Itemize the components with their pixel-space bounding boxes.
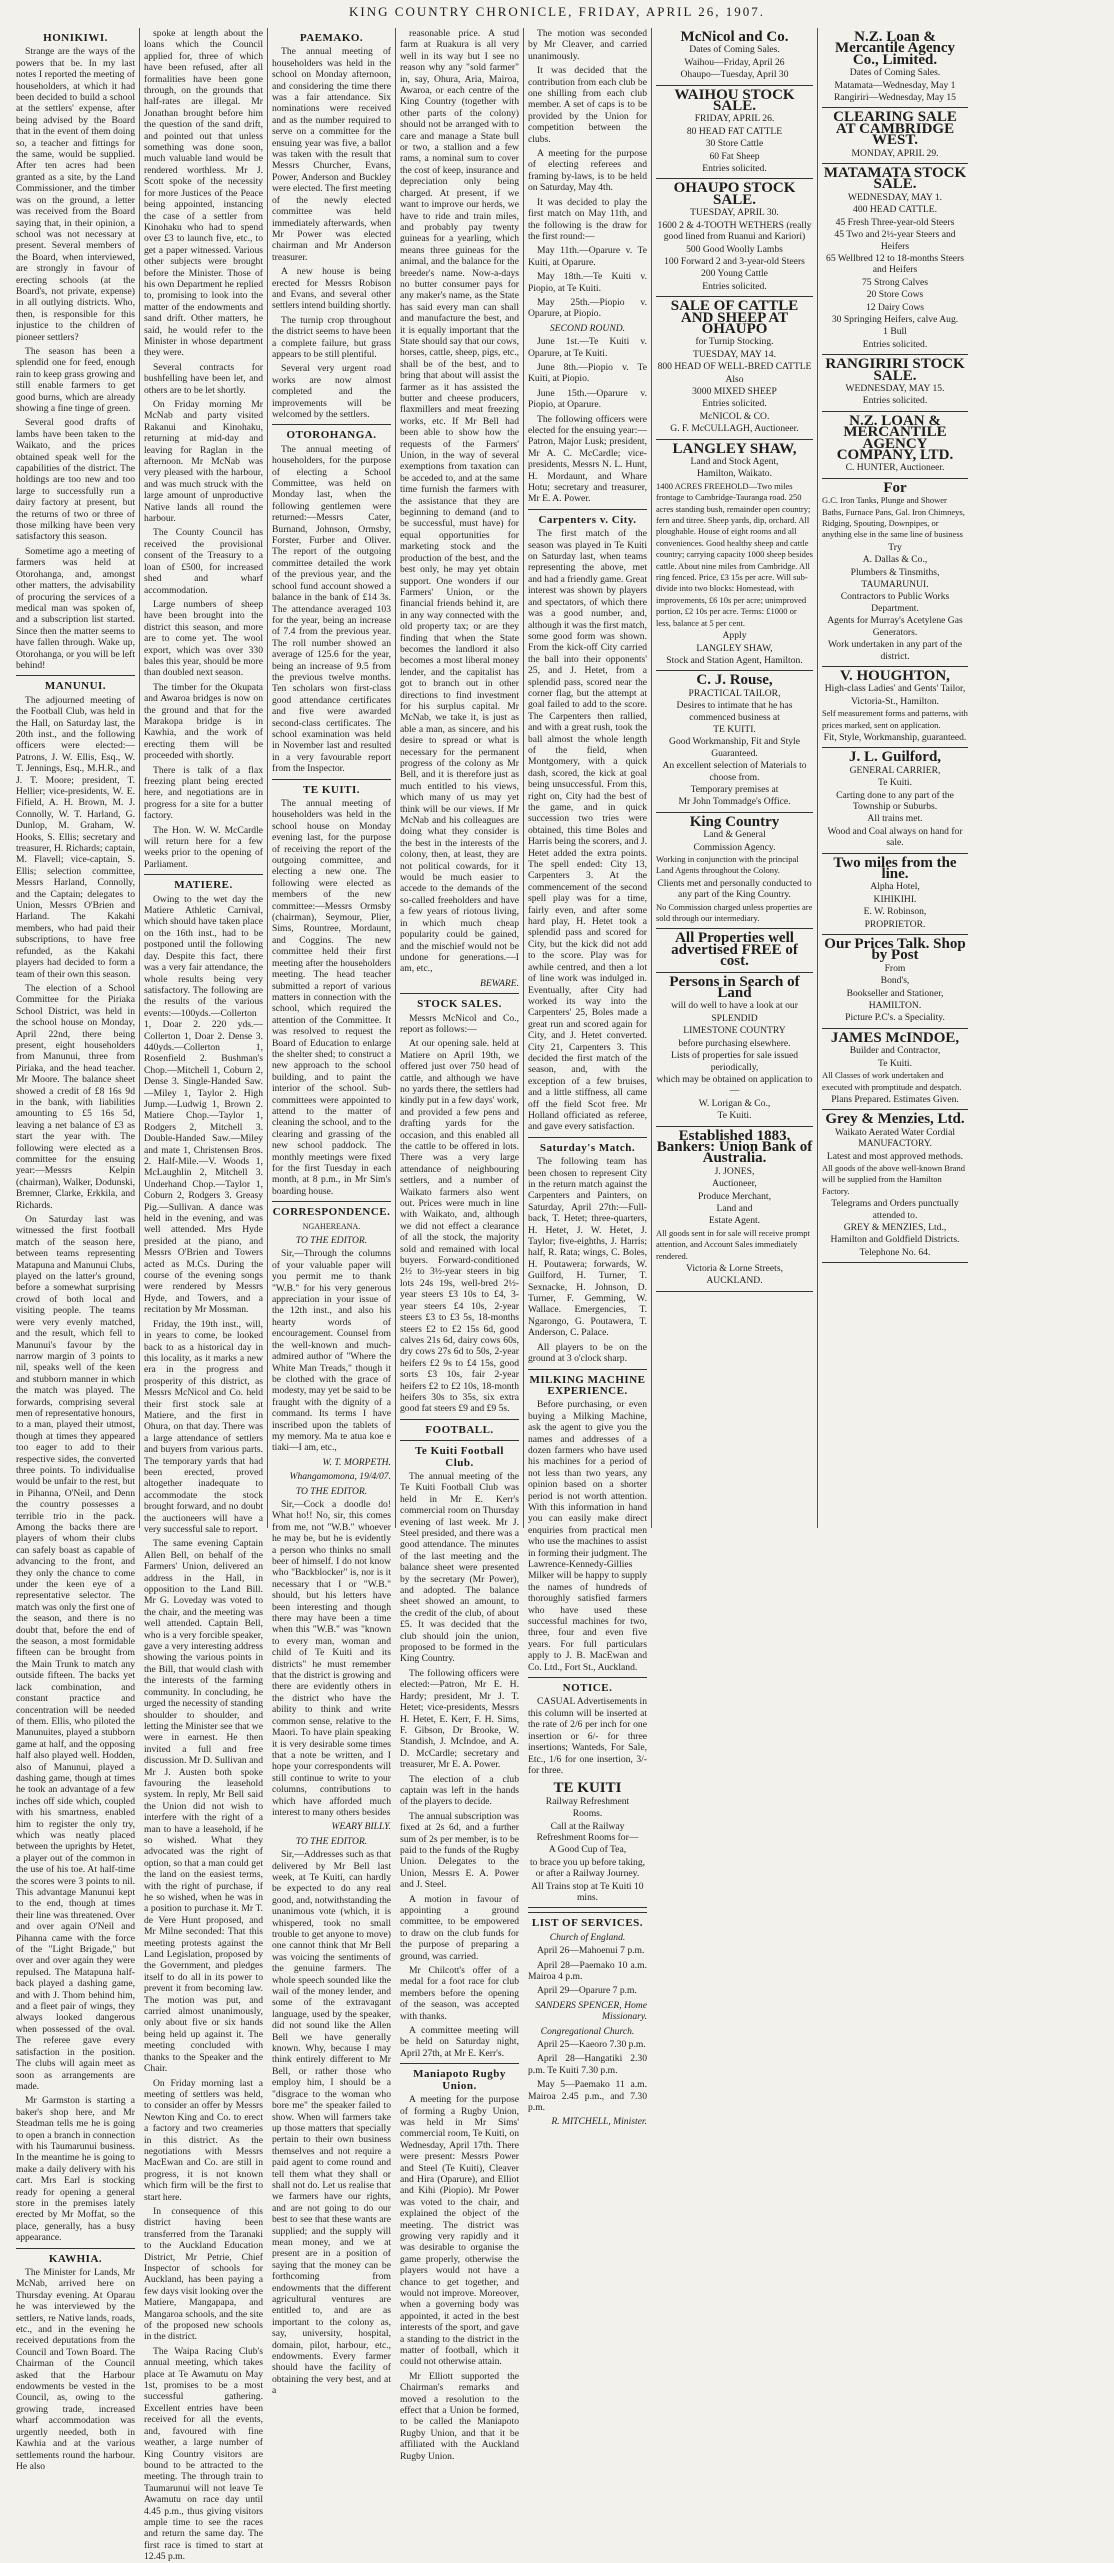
advertisement-line: TE KUITI — [553, 1780, 622, 1797]
article-paragraph: Several contracts for bushfelling have been let, and others are to be let shortly. — [144, 361, 263, 396]
subheading: Church of England. — [549, 1931, 626, 1943]
advertisement — [822, 355, 968, 412]
article-paragraph: At our opening sale. held at Matiere on April 19th, we offered just over 750 head of cattle, and although we have no yards there, the settlers had kindly put in a few days' work, and provided a few pens and drafting yards for the occasion, and this enabled all the cattle to be offered in lots. There was a very large attendance of neighbouring settlers, and a number of Waikato farmers also went out. Prices were much in line with Waikato, and, although we did not effect a clearance of all the stock, the majority sold and remained with local buyers. Forward-conditioned 2½ to 3½-year steers in big lots 24s 19s, well-bred 2½-year steers £3 10s to £4, 3-year steers £4 10s, 2-year steers £3 to £3 5s, 18-months steers £2 to £2 15s 6d, good calves 21s 6d, dairy cows 60s, dry cows 27s 6d to 50s, 2-year heifers £2 9s to £4 15s, good sorts £3 10s, fair 2-year heifers £2 to £2 10s, 18-month heifers 30s to 35s, six extra good fat steers £9 and £9 5s. — [400, 1038, 519, 1415]
advertisement — [822, 412, 968, 479]
article-heading: Maniapoto Rugby Union. — [413, 2068, 506, 2092]
advertisement-line: Lists of properties for sale issued periodically, — [670, 1050, 799, 1073]
article-paragraph: May 5—Paemako 11 a.m. Mairoa 2.45 p.m., and 7.30 p.m. — [528, 2079, 647, 2114]
advertisement-line: Dates of Coming Sales. — [689, 44, 780, 56]
advertisement — [822, 1110, 968, 1263]
article-paragraph: May 25th.—Piopio v. Oparure, at Piopio. — [528, 296, 647, 320]
article-paragraph: Owing to the wet day the Matiere Athletic Carnival, which should have taken place on the 16th inst., had to be postponed until the following day. Despite this fact, there was a very fair attendance, the whole results being very satisfactory. The following are the results of the various events:—100yds.—Collerton 1, Doar 2. 220 yds.—Collerton 1, Doar 2. Dense 3. 440yds.—Collerton 1, Rosenfield 2. Bushman's Chop.—Mitchell 1, Coburn 2, Dense 3. Single-Handed Saw.—Miley 1, Taylor 2. High Jump.—Ludwig 1, Brown 2. Matiere Chop.—Taylor 1, Rodgers 2, Mitchell 3. Double-Handed Saw.—Miley and mate 1, Christensen Bros. 2. Half-Mile.—V. Woods 1, McLaughlin 2, Mitchell 3. Underhand Chop.—Taylor 1, Coburn 2, Rodgers 3. Greasy Pig.—Sullivan. A dance was held in the evening, and was well attended. Mrs Hyde presided at the piano, and Messrs O'Brien and Towers acted as M.Cs. During the course of the evening songs were rendered by Messrs Hyde, and Towers, and a recitation by Mr Mossman. — [144, 893, 263, 1316]
article-paragraph: It was decided that the contribution from each club be one shilling from each club member. A set of caps is to be provided by the Union for competition between the clubs. — [528, 65, 647, 145]
advertisement-line: Telephone No. 64. — [859, 1246, 931, 1258]
article-paragraph: June 1st.—Te Kuiti v. Oparure, at Te Kuiti. — [528, 336, 647, 359]
advertisement-line: E. W. Robinson, — [863, 906, 927, 918]
column-5 — [524, 28, 652, 2128]
advertisement-line: WEDNESDAY, MAY 1. — [847, 191, 943, 203]
advertisement-line: Land and — [716, 1202, 753, 1214]
column-6-advertisements — [652, 28, 818, 1528]
article-paragraph: April 29—Oparure 7 p.m. — [537, 1985, 637, 1997]
advertisement-line: Desires to intimate that he has commenced business at — [676, 700, 793, 723]
advertisement-line: Waihou—Friday, April 26 — [684, 56, 785, 68]
column-4 — [396, 28, 524, 2462]
advertisement-line: Agents for Murray's Acetylene Gas Generators. — [827, 615, 963, 638]
advertisement-line: RANGIRIRI STOCK SALE. — [825, 356, 965, 384]
advertisement-line: All Properties well advertised FREE of cost. — [671, 930, 798, 970]
article-paragraph: The adjourned meeting of the Football Club, was held in the Hall, on Saturday last, the 20th inst., and the following officers were elected:—Patrons, J. W. Ellis, Esq., W. T. Jennings, Esq., M.H.R., and J. T. Moore; president, T. Hellier; vice-presidents, W. E. Fifield, A. H. Brown, M. J. Connolly, W. T. Harland, G. Dunlop, M. Graham, W. Hooks, S. Ellis; secretary and treasurer, H. Richards; captain, M. Flavell; vice-captain, S. Ellis; selection committee, Messrs Harland, Connolly, and the Captain; delegates to Union, Messrs O'Brien and Harland. The Kakahi members, who had paid their subscriptions, to have free refunded, as the Kakahi players had decided to form a team of their own this season. — [16, 694, 135, 980]
advertisement-line: J. L. Guilford, — [848, 749, 942, 766]
article-paragraph: The County Council has received the provisional consent of the Treasury to a loan of £500, for increased shed and wharf accommodation. — [144, 527, 263, 596]
article-heading: KAWHIA. — [48, 2252, 103, 2265]
advertisement-line: 1 Bull — [883, 326, 907, 338]
advertisement-line: 1400 ACRES FREEHOLD—Two miles frontage to Cambridge-Tauranga road. 250 acres standing bush, remainder open country; fern and titree. Sheep yards, dip, orchard. All ploughable. House of eight rooms and all conveniences. Good healthy sheep and cattle country; carrying capacity 1000 sheep besides cattle. About nine miles from Cambridge. All ring fenced. Price, £3 15s per acre. Will sub-divide into two blocks: Homestead, with improvements, £6 10s per acre; unimproved portion, £2 10s per acre. Terms: £1000 or less, balance at 5 per cent. — [656, 480, 813, 628]
advertisement-line: TAUMARUNUI. — [861, 579, 929, 591]
advertisement-line: Alpha Hotel, — [870, 881, 920, 893]
article-paragraph: June 15th.—Oparure v. Piopio, at Oparure. — [528, 387, 647, 411]
advertisement-line: King Country — [689, 813, 780, 830]
advertisement-line: McNICOL & CO. — [699, 410, 770, 422]
advertisement-line: Commission Agency. — [693, 841, 776, 853]
article-paragraph: On Friday morning last a meeting of settlers was held, to consider an offer by Messrs Newton King and Co. to erect a factory and two creameries in this district. As the negotiations with Messrs MacEwan and Co. are still in progress, it is not known which firm will be the first to start here. — [144, 2077, 263, 2203]
advertisement-line: N.Z. LOAN & MERCANTILE AGENCY COMPANY, LTD. — [836, 412, 954, 463]
column-1 — [12, 28, 140, 2472]
advertisement-line: Entries solicited. — [702, 280, 767, 292]
advertisement-line: WAIHOU STOCK SALE. — [674, 86, 795, 115]
article-heading: Carpenters v. City. — [538, 513, 637, 526]
advertisement-line: Mr John Tommadge's Office. — [678, 796, 791, 808]
section-rule — [144, 874, 263, 875]
ornament-heading: NGAHEREANA. — [302, 1221, 361, 1231]
article-paragraph: A motion in favour of appointing a ground committee, to be empowered to draw on the club funds for the purpose of preparing a ground, was carried. — [400, 1893, 519, 1962]
advertisement-line: Plumbers & Tinsmiths, — [850, 566, 940, 578]
advertisement-line: 30 Springing Heifers, calve Aug. — [831, 313, 959, 325]
advertisement-line: Bond's, — [880, 975, 910, 987]
article-paragraph: The election of a club captain was left in the hands of the players to decide. — [400, 1773, 519, 1808]
advertisement-line: Land & General — [703, 829, 766, 841]
article-paragraph: It was decided to play the first match on May 11th, and the following is the draw for the first round:— — [528, 196, 647, 242]
advertisement-line: TUESDAY, MAY 14. — [693, 348, 776, 360]
article-paragraph: The season has been a splendid one for feed, enough rain to keep grass growing and still enable farmers to get good burns, which are already showing a fine tinge of green. — [16, 345, 135, 414]
advertisement — [528, 1779, 647, 1908]
subheading: Congregational Church. — [540, 2025, 635, 2037]
advertisement — [656, 28, 813, 86]
advertisement — [656, 973, 813, 1127]
advertisement-line: Bookseller and Stationer, — [846, 987, 944, 999]
article-heading: MATIERE. — [174, 879, 233, 892]
article-heading: HONIKIWI. — [43, 32, 108, 44]
advertisement-line: 20 Store Cows — [866, 289, 924, 301]
article-paragraph: In consequence of this district having been transferred from the Taranaki to the Auckland Education District, Mr Petrie, Chief Inspector of schools for Auckland, has been paying a few days visit looking over the Matiere, Mangapapa, and Mangaroa schools, and the site of the proposed new schools in the district. — [144, 2205, 263, 2343]
section-rule — [400, 2063, 519, 2064]
article-paragraph: The turnip crop throughout the district seems to have been a complete failure, but grass appears to be still plentiful. — [272, 314, 391, 360]
advertisement-line: Try — [888, 541, 902, 553]
masthead: KING COUNTRY CHRONICLE, FRIDAY, APRIL 26, 1907. — [349, 4, 765, 19]
advertisement-line: High-class Ladies' and Gents' Tailor, — [824, 683, 966, 695]
advertisement — [822, 1029, 968, 1110]
article-paragraph: A meeting for the purpose of forming a Rugby Union, was held in Mr Sims' commercial room, Te Kuiti, on Wednesday, April 17th. There were present: Messrs Power and Steel (Te Kuiti), Cleaver and Hira (Oparure), and Elliot and Kihi (Piopio). Mr Power was voted to the chair, and explained the object of the meeting. The district was growing very rapidly and it was desirable to organise the game properly, otherwise the players would not have a chance to get together, and would not improve. Moreover, when a governing body was appointed, it acted in the best interests of the sport, and gave a standing to the district in the matter of football, which it could not otherwise attain. — [400, 2094, 519, 2368]
signature: WEARY BILLY. — [331, 1821, 391, 1833]
article-paragraph: A new house is being erected for Messrs Robison and Evans, and several other settlers intend building shortly. — [272, 266, 391, 312]
advertisement — [822, 667, 968, 748]
advertisement-line: 80 HEAD FAT CATTLE — [686, 125, 783, 137]
section-rule — [528, 1369, 647, 1370]
advertisement-line: for Turnip Stocking. — [695, 336, 774, 348]
advertisement — [656, 440, 813, 672]
article-paragraph: The motion was seconded by Mr Cleaver, and carried unanimously. — [528, 28, 647, 62]
advertisement-line: 12 Dairy Cows — [865, 301, 925, 313]
section-rule — [400, 1440, 519, 1441]
article-paragraph: The Waipa Racing Club's annual meeting, which takes place at Te Awamutu on May 1st, promises to be a most successful gathering. Excellent entries have been received for all the events, and, favoured with fine weather, a large number of King Country visitors are bound to be attracted to the meeting. The through train to Taumarunui will not leave Te Awamutu on race day until 4.45 p.m., thus giving visitors ample time to see the races and return the same day. The first race is timed to start at 12.45 p.m. — [144, 2345, 263, 2563]
advertisement-line: TE KUITI. — [713, 723, 756, 735]
article-heading: NOTICE. — [562, 1682, 613, 1695]
article-paragraph: The Hon. W. W. McCardle will return here for a few weeks prior to the opening of Parliament. — [144, 824, 263, 870]
section-rule — [272, 1201, 391, 1202]
advertisement — [656, 297, 813, 439]
article-paragraph: Sir,—Cock a doodle do! What ho!! No, sir, this comes from me, not "W.B." whoever he may be, but he is evidently a person who thinks no small beer of himself. I do not know who "Backblocker" is, nor is it necessary that I or "W.B." should, but his letters have been interesting and though there may have been a time when this "W.B." was "known to every man, woman and child of Te Kuiti and its districts" he must remember that the district is growing and there are evidently others in the district who have the ability to think and write common sense, relative to the Maori. To have plain speaking it is very desirable some times that a note be written, and I hope your correspondents will still continue to write to your columns, contributions to which have afforded much interest to many others besides — [272, 1498, 391, 1818]
advertisement-line: to brace you up before taking, or after a Railway Journey. — [529, 1856, 646, 1880]
advertisement — [822, 479, 968, 667]
advertisement-line: C. J. Rouse, — [696, 672, 773, 689]
section-rule — [16, 675, 135, 676]
article-paragraph: Sometime ago a meeting of farmers was held at Otorohanga, and, amongst other matters, the advisability of procuring the services of a medical man was spoken of, and a subscription list started. Since then the matter seems to have fallen through. Wake up, Otorohanga, or you will be left behind! — [16, 545, 135, 671]
article-paragraph: The following team has been chosen to represent City in the return match against the Carpenters and Painters, on Saturday, April 27th:—Full-back, T. Hetet; three-quarters, H. Hetet, J. W. Hetet, J. Taylor; five-eighths, J. Harris; half, R. Rata; wings, C. Boles, H. Poutawera; forwards, W. Guilford, H. Turner, T. Sexnacke, H. Johnson, D. Turner, F. Gemming, W. Wallace. Emergencies, T. Ngarongo, G. Poutawera, T. Anderson, C. Palace. — [528, 1156, 647, 1339]
section-rule — [528, 1677, 647, 1678]
advertisement-line: Entries solicited. — [862, 338, 928, 350]
advertisement-line: before purchasing elsewhere. — [678, 1037, 791, 1049]
section-rule — [400, 1419, 519, 1420]
advertisement-line: G. F. McCULLAGH, Auctioneer. — [670, 423, 799, 435]
advertisement-line: Persons in Search of Land — [669, 973, 800, 1002]
advertisement-line: McNicol and Co. — [680, 29, 789, 45]
advertisement-line: Ohaupo—Tuesday, April 30 — [680, 69, 789, 81]
advertisement-line: Telegrams and Orders punctually attended to. — [831, 1198, 959, 1221]
advertisement-line: Waikato Aerated Water Cordial MANUFACTORY. — [834, 1126, 956, 1150]
advertisement-line: 45 Fresh Three-year-old Steers — [835, 216, 955, 228]
advertisement — [822, 164, 968, 355]
advertisement-line: Good Workmanship, Fit and Style Guaranteed. — [669, 736, 800, 759]
advertisement-line: From — [884, 962, 906, 974]
article-paragraph: All players to be on the ground at 3 o'clock sharp. — [528, 1341, 647, 1365]
signature: SANDERS SPENCER, Home Missionary. — [535, 1999, 647, 2023]
article-heading: Te Kuiti Football Club. — [415, 1445, 504, 1469]
article-paragraph: The election of a School Committee for the Piriaka School District, was held in the school house on Monday, April 22nd, there being present, eight householders from Manunui, three from Piriaka, and the head teacher. Mr Moore. The balance sheet showed a credit of £8 16s 9d in the bank, with liabilities amounting to £5 16s 5d, leaving a net balance of £3 as start the year with. The following were elected as a committee for the ensuing year:—Messrs Kelpin (chairman), Walker, Dodunski, Bremner, Clarke, Erkkila, and Richards. — [16, 982, 135, 1211]
advertisement-line: Call at the Railway Refreshment Rooms for— — [536, 1820, 639, 1843]
section-rule — [272, 424, 391, 425]
advertisement-line: will do well to have a look at our — [671, 1000, 798, 1012]
advertisement-line: N.Z. Loan & Mercantile Agency Co., Limited. — [834, 29, 956, 68]
article-paragraph: Several good drafts of lambs have been taken to the Waikato, and the prices obtained speak well for the capabilities of the district. The holdings are too new and too large to successfully run a dairy factory at present, but the returns of two or three of those milking have been very satisfactory this season. — [16, 417, 135, 543]
article-heading: STOCK SALES. — [417, 998, 502, 1011]
advertisement-line: Two miles from the line. — [833, 854, 957, 882]
advertisement — [656, 1127, 813, 1292]
advertisement-line: Apply — [722, 630, 747, 642]
advertisement — [822, 108, 968, 164]
advertisement-line: 60 Fat Sheep — [709, 150, 760, 162]
advertisement-line: All Classes of work undertaken and executed with promptitude and despatch. — [822, 1070, 962, 1092]
advertisement-line: 800 HEAD OF WELL-BRED CATTLE — [657, 361, 812, 373]
advertisement-line: An excellent selection of Materials to choose from. — [662, 760, 807, 783]
advertisement-line: KIHIKIHI. — [873, 893, 917, 905]
article-paragraph: reasonable price. A stud farm at Ruakura is all very well in its way but I see no reason why any "sold farmer" in, say, Ohura, Aria, Mairoa, Awaroa, or each centre of the King Country (together with other parts of the colony) should not be arranged with to care and manage a State bull or two, a stallion and a few rams, a nominal sum to cover the cost of keep, insurance and depreciation only being charged. At present, if we want to improve our herds, we have to ride and train miles, and probably pay twenty guineas for a yearling, which means three guineas for the animal, and the balance for the breeder's name. Now-a-days no butter consumer pays for any maker's name, as the State has said every man can shall and manufacture the best, and it is equally important that the State should say that our cows, horses, cattle, sheep, pigs, etc., shall be of the best, and to bring that about will assist the farmer as it has assisted the butter and cheese producers, flaxmillers and meat freezing works, etc. If Mr Bell had been able to show how the requests of the Farmers' Union, in the way of several exemptions from taxation can be acceded to, and at the same time furnish the farmers with the assistance that they are beginning to demand (and to be successful, must have) for equal opportunities for marketing stock and the production of the best, and the best only, he may yet obtain support. One wonders if our Farmers' Union, or the financial friends behind it, are in any way connected with the old property tax; or are they finding that when the State becomes the landlord it also becomes a most liberal money lender, and the capitalist has got to branch out in other directions to find investment for his surplus capital. Mr McNab, we take it, is just as able a man, as sincere, and his desire to spread or what is necessary for the permanent progress of the colony as Mr Bell, and it is therefore just as much entitled to his views, which many of us may yet think will be our views. If Mr McNab and his colleagues are doing what they consider is the best in the interests of the colony, then, at least, they are not political cowards, for it would be much easier to accede to the demands of the so-called freeholders and have a few years of riotous living, in which much cheap popularity could be gained, and the mischief would not be undone for generations.—I am, etc., — [400, 28, 519, 975]
article-paragraph: The following officers were elected for the ensuing year:—Patron, Major Lusk; president, Mr A. C. McCardle; vice-presidents, Messrs N. L. Hunt, H. Mordaunt, and Whare Hotu; secretary and treasurer, Mr E. A. Power. — [528, 413, 647, 505]
advertisement-line: JAMES McINDOE, — [830, 1029, 960, 1046]
section-rule — [528, 509, 647, 510]
article-heading: CORRESPONDENCE. — [272, 1206, 391, 1219]
article-paragraph: On Saturday last was witnessed the first football match of the season here, between teams representing Matapuna and Manunui Clubs, played on the latter's ground, before a somewhat surprising crowd of both local and visiting people. The teams were very evenly matched, and the result, which fell to Manunui's favour by the narrow margin of 3 points to nil, speaks well of the keen and stubborn manner in which the match was played. The forwards, comprising several men of representative honours, to a man, played their utmost, though at times they appeared too eager to add to their respective sides, the converted three points. To individualise would be unfair to the rest, but in Pihanna, O'Neil, and Denn the country possesses a terrible trio in the pack. Among the backs there are players of whom their clubs can safely boast as capable of advancing to the front, and they only the chance to come under the keen eye of a representative selector. The match was only the first one of the season, and there is no doubt that, before the end of the season, a most formidable fifteen can be brought from the Main Trunk to match any outside fifteen. The backs yet lack combination, and constant practice and concentration will be needed of them. Ellis, who piloted the Manunuites, played a stubborn game at half, and the opposing half also played well. Hodden, also of Manunui, played a dashing game, though at times he took an advantage of a few inches off side which, coupled with his smartness, enabled him to register the only try, which was neatly placed between the uprights by Hetet, a player out of the common in the use of his toe. At half-time the scores were 3 points to nil. This advantage Manunui kept to the end, though at times their line was threatened. Over and over again O'Neil and Pihanna came with the force of the "Light Brigade," but over and over again they were repulsed. The Matapuna half-back played a dashing game, and with J. Thom behind him, and a fleet pair of wings, they always looked dangerous when possessed of the oval. The referee gave every satisfaction in the position. The clubs will again meet as soon as arrangements are made. — [16, 1214, 135, 2092]
subheading: TO THE EDITOR. — [295, 1235, 368, 1247]
article-paragraph: The first match of the season was played in Te Kuiti on Saturday last, when teams representing the above, met and had a friendly game. Great interest was shown by players and spectators, of which there was a good number, and, although it was the first match, some good form was shown. From the kick-off City carried the ball into their opponents' 25, and J. Hetet, from a splendid pass, scored near the corner flag, but the attempt at goal failed to add to the score. The Carpenters then rallied, and with a great rush, took the ball almost the whole length of the field, when Montgomery, with a quick dash, scored, the kick at goal being unsuccessful. From this, right on, City had the best of the game, and in quick succession two tries were obtained, this time Boles and Harris being the scorers, and J. Hetet added the extra points. The spell ended: City 13, Carpenters 3. At the commencement of the second spell play was for a time, fairly even, and after some hard play, H. Hetet took a splendid pass and scored for City, but the kick did not add to the score. Play was for awhile centred, and then a lot of line work was indulged in. Eventually, after City had worked its way into the Carpenters' 25, Boles made a great run and scored again for City, and J. Hetet converted. City 21, Carpenters 3. This decided the first match of the season, and, with the exception of a few bruises, and a little stiffness, all came off the field Scot free. Mr Holland officiated as referee, and gave every satisfaction. — [528, 528, 647, 1133]
advertisement-line: TUESDAY, APRIL 30. — [690, 207, 779, 219]
advertisement-line: 400 HEAD CATTLE. — [853, 204, 937, 216]
article-paragraph: April 28—Paemako 10 a.m. Mairoa 4 p.m. — [528, 1959, 647, 1982]
advertisement-line: Clients met and personally conducted to any part of the King Country. — [657, 877, 812, 901]
advertisement-line: MONDAY, APRIL 29. — [851, 147, 939, 159]
advertisement-line: Entries solicited. — [702, 163, 767, 175]
article-paragraph: Strange are the ways of the powers that be. In my last notes I reported the meeting of householders, at which it had been decided to build a school at the settlers' expense, after being advised by the Board that in the event of them doing so, a teacher and fittings for the same, would be supplied. After ten acres had been granted as a site, by the Land Commissioner, and the timber was on the ground, a letter was received from the Board saying that, in their opinion, a school was not necessary at present. Several members of the Board, when interviewed, are strongly in favour of erecting schools (at the Board's, not private, expense) in all outlying districts. Who, then, is responsible for this injustice to the children of pioneer settlers? — [16, 46, 135, 343]
advertisement-line: HAMILTON. — [868, 1000, 922, 1012]
advertisement-line: 500 Good Woolly Lambs — [686, 243, 783, 255]
advertisement-line: Te Kuiti. — [878, 1057, 912, 1069]
article-paragraph: April 26—Mahoenui 7 p.m. — [537, 1945, 645, 1957]
article-heading: MANUNUI. — [44, 680, 107, 693]
advertisement-line: which may be obtained on application to— — [656, 1073, 813, 1097]
advertisement — [656, 86, 813, 180]
article-paragraph: Mr Garmston is starting a baker's shop here, and Mr Steadman tells me he is going to open a branch in connection with his Taumarunui business. In the meantime he is going to make a daily delivery with his cart. Mrs Earl is stocking ready for opening a general store in the premises lately erected by Mr Moffat, so the place, generally, has a busy appearance. — [16, 2095, 135, 2244]
advertisement-line: Established 1883. Bankers: Union Bank of Australia. — [656, 1127, 813, 1167]
article-heading: MILKING MACHINE EXPERIENCE. — [529, 1373, 646, 1397]
advertisement-line: 1600 2 & 4-TOOTH WETHERS (really good lined from Ruanui and Kariori) — [657, 219, 812, 243]
article-paragraph: spoke at length about the loans which the Council applied for, three of which have been refused, after all formalities have been gone through, on the grounds that half-rates are illegal. Mr Jonathan brought before him the question of the sand drift, and pointed out that unless something was done soon, much valuable land would be rendered worthless. Mr J. Scott spoke of the necessity for more Justices of the Peace being appointed, instancing the case of a settler from Kinohaku who had to spend over £3 to launch five, etc., to get a paper witnessed. Various other subjects were brought before the Minister. Those of his own Department he replied to, promising to look into the matter of the endowments and sand drift. Other matters, he said, he would refer to the Minister in whose department they were. — [144, 28, 263, 359]
advertisement-line: WEDNESDAY, MAY 15. — [845, 382, 945, 394]
advertisement-line: MATAMATA STOCK SALE. — [823, 165, 967, 193]
advertisement-line: Our Prices Talk. Shop by Post — [824, 936, 966, 964]
advertisement-line: No Commission charged unless properties are sold through our intermediary. — [656, 901, 813, 924]
advertisement — [822, 28, 968, 108]
advertisement-line: Victoria & Lorne Streets, — [686, 1263, 783, 1274]
article-paragraph: On Friday morning Mr McNab and party visited Rakanui and Kinohaku, returning at mid-day and leaving for Raglan in the afternoon. Mr McNab was very pleased with the harbour, and was much struck with the large amount of unproductive Native lands all round the harbour. — [144, 399, 263, 525]
advertisement-line: Carting done to any part of the Township or Suburbs. — [836, 789, 954, 812]
article-paragraph: Sir,—Addresses such as that delivered by Mr Bell last week, at Te Kuiti, can hardly be expected to do any real good, and, notwithstanding the unanimous vote (which, it is whispered, took no small trouble to get anyone to move) one cannot think that Mr Bell was voicing the sentiments of the genuine farmers. The whole speech sounded like the wail of the money lender, and some of the extravagant language, used by the speaker, did not sound like the Allen Bell we have generally known. Why, because I may think entirely different to Mr Bell, or rather those who employ him, I should be a "disgrace to the woman who bore me" the speaker failed to show. When will farmers take up those matters that specially pertain to their own business themselves and not require a paid agent to come round and tell them what they shall or shall not do. Let us realise that we farmers have our rights, and are not going to do our best to see that these wants are supplied; and the supply will mean money, and we at present are in a position of saying that the money can be forthcoming from endowments that the different agricultural ventures are entitled to, and are as important to the colony as, say, university, hospital, domain, pilot, harbour, etc., endowments. Every farmer should have the facility of obtaining the very best, and at a — [272, 1849, 391, 2397]
advertisement-line: 3000 MIXED SHEEP — [692, 385, 777, 397]
article-heading: LIST OF SERVICES. — [531, 1917, 644, 1930]
article-paragraph: The timber for the Okupata and Awaroa bridges is now on the ground and that for the Marakopa bridge is in Kawhia, and the work of erecting them will be proceeded with shortly. — [144, 681, 263, 762]
advertisement — [656, 671, 813, 812]
article-paragraph: A meeting for the purpose of electing referees and framing by-laws, is to be held on Saturday, May 4th. — [528, 148, 647, 194]
article-paragraph: Mr Chilcott's offer of a medal for a foot race for club members before the opening of the season, was accepted with thanks. — [400, 1965, 519, 2022]
article-paragraph: Messrs McNicol and Co., report as follows:— — [400, 1012, 519, 1035]
article-paragraph: The annual meeting of the Te Kuiti Football Club was held in Mr E. Kerr's commercial room on Thursday evening of last week. Mr J. Steel presided, and there was a good attendance. The minutes of the last meeting and the balance sheet were presented by the secretary (Mr Power), and adopted. The balance sheet showed an amount, to the credit of the club, of about £5. It was decided that the club should join the union, proposed to be formed in the King Country. — [400, 1470, 519, 1665]
section-rule — [528, 1137, 647, 1138]
advertisement-line: Victoria-St., Hamilton. — [851, 695, 939, 707]
article-paragraph: A committee meeting will be held on Saturday night, April 27th, at Mr E. Kerr's. — [400, 2025, 519, 2059]
advertisement-line: LANGLEY SHAW, — [672, 440, 797, 457]
advertisement-line: Estate Agent. — [708, 1215, 761, 1227]
advertisement-line: All goods of the above well-known Brand will be supplied from the Hamilton Factory. — [822, 1162, 966, 1196]
advertisement — [822, 935, 968, 1029]
advertisement-line: Railway Refreshment — [545, 1795, 630, 1807]
advertisement-line: Te Kuiti. — [878, 777, 912, 789]
article-paragraph: May 18th.—Te Kuiti v. Piopio, at Te Kuiti. — [528, 271, 647, 294]
article-paragraph: The annual subscription was fixed at 2s 6d, and a further sum of 2s per member, is to be paid to the funds of the Rugby Union. Delegates to the Union, Messrs E. A. Power and J. Steel. — [400, 1810, 519, 1891]
advertisement-line: Fit, Style, Workmanship, guaranteed. — [823, 731, 967, 743]
article-paragraph: Large numbers of sheep have been brought into the district this season, and more are to come yet. The wool export, which was over 330 bales this year, should be more than doubled next season. — [144, 598, 263, 679]
signature: BEWARE. — [479, 977, 519, 989]
article-paragraph: There is talk of a flax freezing plant being erected here, and negotiations are in progress for a site for a butter factory. — [144, 764, 263, 822]
article-heading: Saturday's Match. — [539, 1141, 636, 1154]
column-2 — [140, 28, 268, 2563]
article-heading: FOOTBALL. — [425, 1423, 494, 1436]
advertisement-line: Self measurement forms and patterns, with prices marked, sent on application. — [822, 708, 968, 730]
advertisement-line: OHAUPO STOCK SALE. — [673, 180, 796, 208]
advertisement-line: PRACTICAL TAILOR, — [688, 687, 781, 699]
advertisement-line: Hamilton, Waikato. — [697, 468, 772, 480]
advertisement-line: C. HUNTER, Auctioneer. — [845, 462, 945, 474]
advertisement-line: Produce Merchant, — [698, 1190, 771, 1202]
advertisement-line: G.C. Iron Tanks, Plunge and Shower Baths, Furnace Pans, Gal. Iron Chimneys, Ridging, Spouting, Downpipes, or anything else in the same line of business — [822, 495, 965, 540]
article-paragraph: Several very urgent road works are now almost completed and the improvements will be welcomed by the settlers. — [272, 363, 391, 420]
article-paragraph: The following officers were elected:—Patron, Mr E. H. Hardy; president, Mr J. T. Hetet; vice-presidents, Messrs H. Hetet, E. Kerr, F. H. Sims, F. Gibson, Dr Brooke, W. Standish, J. McIndoe, and A. D. McCardle; secretary and treasurer, Mr E. A. Power. — [400, 1667, 519, 1771]
advertisement-line: 200 Young Cattle — [701, 268, 768, 280]
advertisement-line: Entries solicited. — [702, 398, 767, 410]
advertisement-line: SPLENDID — [711, 1012, 758, 1024]
advertisement-line: Stock and Station Agent, Hamilton. — [666, 654, 803, 666]
article-paragraph: Sir,—Through the columns of your valuable paper will you permit me to thank "W.B." for his very generous appreciation in your issue of the 12th inst., and also his hearty words of encouragement. Counsel from the well-known and much-admired author of "Where the White Man Treads," though it be clothed with the grace of modesty, may yet be said to be fraught with the dignity of a command. Its terms I have inscribed upon the tablets of my memory. Ma te atua koe e tiaki—I am, etc., — [272, 1248, 391, 1454]
signature: W. T. MORPETH. — [322, 1456, 391, 1468]
advertisement-line: Latest and most approved methods. — [826, 1150, 964, 1162]
advertisement-line: Work undertaken in any part of the district. — [827, 639, 963, 662]
advertisement-line: Te Kuiti. — [717, 1110, 752, 1122]
article-paragraph: CASUAL Advertisements in this column will be inserted at the rate of 2/6 per inch for one insertion or 6/- for three insertions; Wanteds, For Sale, Etc., 1/6 for one insertion, 3/- for three. — [528, 1696, 647, 1776]
subheading: TO THE EDITOR. — [295, 1485, 368, 1497]
article-heading: PAEMAKO. — [299, 32, 364, 44]
advertisement-line: GENERAL CARRIER, — [849, 764, 941, 776]
advertisement-line: GREY & MENZIES, Ltd., — [843, 1221, 947, 1233]
advertisement-line: Auctioneer, — [712, 1178, 757, 1190]
advertisement-line: 45 Two and 2½-year Steers and Heifers — [834, 229, 956, 252]
advertisement-line: 30 Store Cattle — [705, 138, 764, 150]
column-3 — [268, 28, 396, 2397]
advertisement-line: Hamilton and Goldfield Districts. — [830, 1234, 960, 1246]
advertisement-line: 75 Strong Calves — [861, 276, 929, 288]
advertisement-line: Picture P.C's. a Speciality. — [845, 1012, 945, 1024]
advertisement-line: All trains met. — [867, 813, 923, 825]
advertisement-line: For — [883, 479, 907, 496]
article-paragraph: Mr Elliott supported the Chairman's remarks and moved a resolution to the effect that a Union be formed, to be called the Maniapoto Rugby Union, and that it be affiliated with the Auckland Rugby Union. — [400, 2370, 519, 2462]
subheading: SECOND ROUND. — [549, 322, 626, 334]
advertisement-line: V. HOUGHTON, — [840, 667, 950, 684]
advertisement-line: All Trains stop at Te Kuiti 10 mins. — [531, 1880, 644, 1903]
section-rule — [400, 993, 519, 994]
advertisement — [656, 179, 813, 297]
advertisement-line: Contractors to Public Works Department. — [840, 591, 950, 614]
newspaper-page — [12, 28, 1108, 2563]
advertisement-line: 100 Forward 2 and 3-year-old Steers — [664, 255, 805, 267]
advertisement-line: Also — [725, 373, 744, 385]
advertisement-line: Temporary premises at — [690, 783, 779, 795]
advertisement-line: Rangiriri—Wednesday, May 15 — [834, 92, 956, 104]
advertisement-line: CLEARING SALE AT CAMBRIDGE WEST. — [833, 109, 957, 149]
signature: R. MITCHELL, Minister. — [551, 2116, 647, 2128]
article-paragraph: Before purchasing, or even buying a Milking Machine, ask the agent to give you the names and addresses of a dozen farmers who have used his machines for a period of not less than two years, any opinion based on a shorter period is not worth attention. With this information in hand you can easily make direct enquiries from practical men who use the machines to assist in forming their judgment. The Lawrence-Kennedy-Gillies Milker will be happy to supply the names of hundreds of thoroughly satisfied farmers who have used these successful machines for two, three, four and even five years. For full particulars apply to J. B. MacEwan and Co. Ltd., Fort St., Auckland. — [528, 1399, 647, 1673]
article-paragraph: May 11th.—Oparure v. Te Kuiti, at Oparure. — [528, 245, 647, 268]
advertisement-line: J. JONES, — [714, 1165, 755, 1177]
advertisement-line: AUCKLAND. — [706, 1275, 763, 1287]
article-paragraph: The annual meeting of householders was held in the school house on Monday evening last, for the purpose of receiving the report of the outgoing committee, and electing a new one. The following were elected as members of the new committee:—Messrs Ormsby (chairman), Seymour, Plier, Sims, Rountree, Mordaunt, and Coggins. The new committee held their first meeting after the householders meeting. The head teacher submitted a report of various matters in connection with the school, which required the attention of the Committee. It was resolved to request the Board of Education to enlarge the shelter shed; to construct a new approach to the school building, and to paint the interior of the school. Sub-committees were appointed to attend to the matter of cleaning the school, and to the clearing and grassing of the new school paddock. The monthly meetings were fixed for the first Tuesday in each month, at 8 p.m., in Mr Sim's boarding house. — [272, 798, 391, 1197]
advertisement-line: Builder and Contractor, — [849, 1045, 941, 1057]
section-rule — [272, 779, 391, 780]
article-paragraph: June 8th.—Piopio v. Te Kuiti, at Piopio. — [528, 361, 647, 385]
advertisement-line: Plans Prepared. Estimates Given. — [831, 1093, 959, 1105]
advertisement — [656, 929, 813, 972]
advertisement-line: Wood and Coal always on hand for sale. — [827, 825, 963, 849]
advertisement — [822, 854, 968, 935]
advertisement — [822, 748, 968, 853]
advertisement-line: A Good Cup of Tea, — [548, 1844, 627, 1856]
signature: Whangamomona, 19/4/07. — [289, 1471, 391, 1483]
advertisement-line: Matamata—Wednesday, May 1 — [834, 79, 956, 91]
advertisement-line: W. Lorigan & Co., — [698, 1097, 771, 1109]
article-heading: TE KUITI. — [302, 783, 361, 796]
article-paragraph: The same evening Captain Allen Bell, on behalf of the Farmers' Union, delivered an address in the Hall, in opposition to the Land Bill. Mr G. Loveday was voted to the chair, and the meeting was well attended. Captain Bell, who is a very forcible speaker, gave a very interesting address showing the various points in the Bill, that would clash with the interests of the farming community. In concluding, he urged the necessity of standing shoulder to shoulder, and letting the Minister see that we were in earnest. He then invited a full and free discussion. Mr D. Sullivan and Mr J. Austen both spoke favouring the leasehold system. In reply, Mr Bell said the Union did not wish to interfere with the right of a man to have a leasehold, if he so wished. What they advocated was the right of option, so that a man could get the land on the easiest terms, with the right of purchase, if he so wished, when he was in a position to purchase it. Mr T. de Vere Hunt proposed, and Mr Milne seconded: That this meeting protests against the Land Legislation, proposed by the Government, and pledges itself to do all in its power to prevent it from becoming law. The motion was put, and carried almost unanimously, only about five or six hands being held up against it. The meeting concluded with thanks to the Speaker and the Chair. — [144, 1538, 263, 2075]
advertisement-line: Land and Stock Agent, — [690, 456, 779, 467]
advertisement-line: LIMESTONE COUNTRY — [683, 1025, 786, 1037]
column-7-advertisements — [818, 28, 972, 1528]
article-paragraph: The Minister for Lands, Mr McNab, arrived here on Thursday evening. At Oparau he was interviewed by the settlers, re Native lands, roads, etc., and in the evening he received deputations from the Council and Town Board. The Chairman of the Council asked that the Harbour endowments be vested in the Council, as, owing to the growing trade, increased wharf accommodation was urgently needed, both in Kawhia and at the various settlements round the harbour. He also — [16, 2267, 135, 2472]
advertisement-line: Rooms. — [572, 1808, 603, 1820]
section-rule — [528, 1912, 647, 1913]
advertisement-line: Dates of Coming Sales. — [849, 67, 941, 79]
article-paragraph: April 25—Kaeoro 7.30 p.m. — [537, 2039, 646, 2051]
advertisement-line: All goods sent in for sale will receive prompt attention, and Account Sales immediately rendered. — [656, 1227, 810, 1261]
advertisement-line: FRIDAY, APRIL 26. — [694, 113, 775, 125]
subheading: TO THE EDITOR. — [295, 1835, 368, 1847]
article-paragraph: April 28—Hangatiki 2.30 p.m. Te Kuiti 7.30 p.m. — [528, 2053, 647, 2076]
advertisement-line: PROPRIETOR. — [864, 918, 926, 930]
article-paragraph: Friday, the 19th inst., will, in years to come, be looked back to as a historical day in this locality, as it marks a new era in the progress and prosperity of this district, as Messrs McNicol and Co. held their first stock sale at Matiere, and the first in Ohura, on that day. There was a large attendance of settlers and buyers from various parts. The temporary yards that had been erected, proved altogether inadequate to accommodate the stock brought forward, and no doubt the auctioneers will have a very successful sale to report. — [144, 1318, 263, 1535]
advertisement-line: SALE OF CATTLE AND SHEEP AT OHAUPO — [670, 298, 799, 337]
article-paragraph: The annual meeting of householders, for the purpose of electing a School Committee, was held on Monday last, when the following gentlemen were returned:—Messrs Cater, Burnand, Johnson, Ormsby, Forster, Furber and Oliver. The report of the outgoing committee detailed the work of the previous year, and the school fund account showed a balance in the bank of £14 3s. The attendance averaged 103 for the year, being an increase of 7.4 from the previous year. The roll number showed an average of 125.6 for the year, being an increase of 9.5 from the previous twelve months. Ten scholars won first-class good attendance certificates and five were awarded second-class certificates. The school examination was held in November last and resulted in a very favourable report from the Inspector. — [272, 443, 391, 775]
advertisement-line: LANGLEY SHAW, — [696, 642, 773, 654]
advertisement — [656, 813, 813, 930]
advertisement-line: 65 Wellbred 12 to 18-months Steers and Heifers — [826, 252, 964, 276]
advertisement-line: Working in conjunction with the principal Land Agents throughout the Colony. — [656, 854, 799, 876]
advertisement-line: A. Dallas & Co., — [862, 554, 928, 566]
advertisement-line: Entries solicited. — [862, 395, 928, 407]
section-rule — [16, 2248, 135, 2249]
advertisement-line: Grey & Menzies, Ltd. — [825, 1111, 965, 1128]
article-heading: OTOROHANGA. — [286, 429, 377, 442]
article-paragraph: The annual meeting of householders was held in the school on Monday afternoon, and considering the time there was a fair attendance. Six nominations were received and as the number required to serve on a committee for the ensuing year was five, a ballot was taken with the result that Messrs Churcher, Evans, Power, Anderson and Buckley were elected. The first meeting of the newly elected committee was held immediately afterwards, when Mr Power was elected chairman and Mr Anderson treasurer. — [272, 46, 391, 263]
